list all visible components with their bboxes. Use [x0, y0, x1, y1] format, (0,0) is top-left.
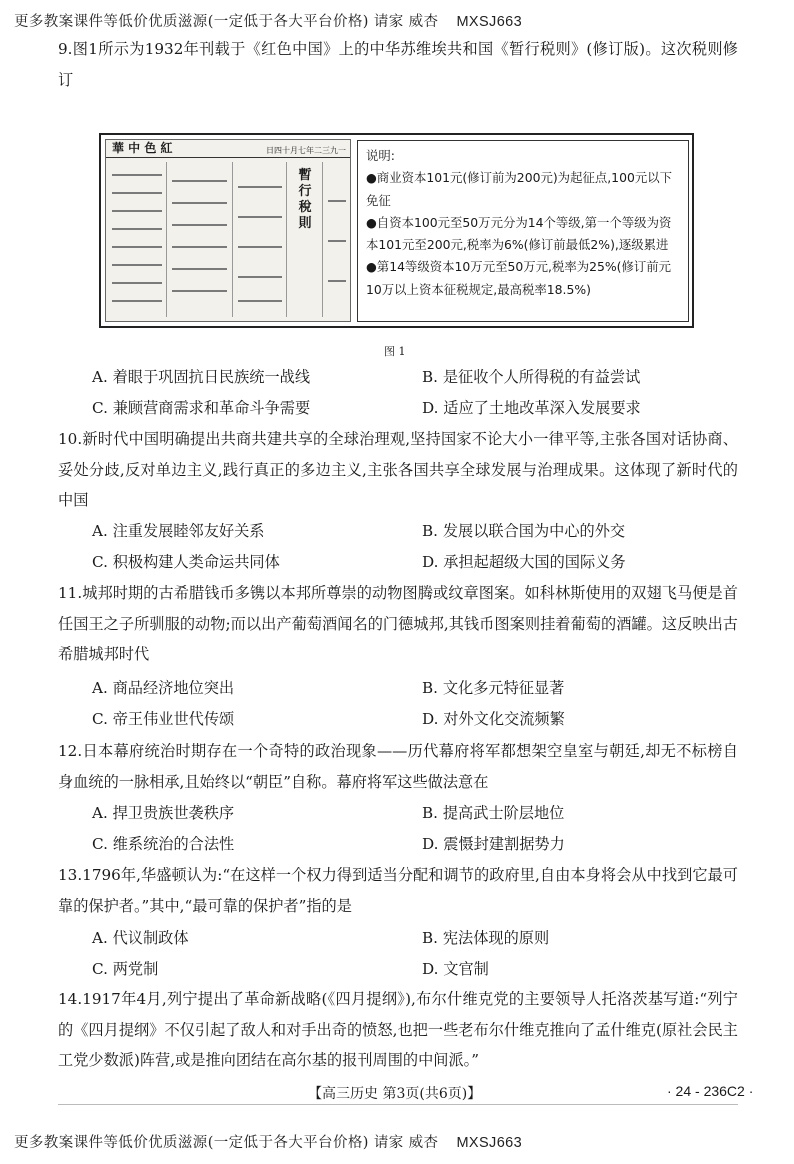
question-11 — [58, 578, 738, 670]
option-a[interactable]: A. 商品经济地位突出 — [92, 679, 235, 697]
newspaper-text-line — [172, 224, 227, 226]
option-a[interactable]: A. 着眼于巩固抗日民族统一战线 — [92, 368, 311, 386]
question-13 — [58, 860, 738, 921]
newspaper-text-line — [328, 280, 346, 282]
banner-code: MXSJ663 — [456, 1135, 523, 1151]
top-banner — [14, 10, 522, 31]
note-item: ●商业资本101元(修订前为200元)为起征点,100元以下免征 — [366, 170, 673, 208]
option-a[interactable]: A. 捍卫贵族世袭秩序 — [92, 804, 235, 822]
newspaper-text-line — [238, 186, 282, 188]
option-c[interactable]: C. 帝王伟业世代传颂 — [92, 710, 235, 728]
newspaper-column-rule — [322, 162, 323, 317]
question-stem: 9.图1所示为1932年刊载于《红色中国》上的中华苏维埃共和国《暂行税则》(修订版)。这次税则修订 — [58, 40, 738, 89]
newspaper-column-rule — [232, 162, 233, 317]
question-14 — [58, 984, 738, 1076]
newspaper-column-rule — [166, 162, 167, 317]
newspaper-text-line — [112, 300, 162, 302]
question-stem: 11.城邦时期的古希腊钱币多镌以本邦所尊崇的动物图腾或纹章图案。如科林斯使用的双翅飞马便是首任国王之子所驯服的动物;而以出产葡萄酒闻名的门德城邦,其钱币图案则挂着葡萄的酒罐。这反映出古希腊城邦时代 — [58, 584, 738, 663]
question-9 — [58, 34, 738, 95]
option-d[interactable]: D. 承担起超级大国的国际义务 — [422, 553, 626, 571]
option-c[interactable]: C. 兼顾营商需求和革命斗争需要 — [92, 399, 311, 417]
option-d[interactable]: D. 对外文化交流频繁 — [422, 710, 565, 728]
newspaper-text-line — [238, 276, 282, 278]
option-d[interactable]: D. 文官制 — [422, 960, 489, 978]
figure-caption: 图 1 — [384, 345, 406, 358]
newspaper-text-line — [172, 202, 227, 204]
page-number: 【高三历史 第3页(共6页)】 — [308, 1086, 482, 1102]
option-c[interactable]: C. 维系统治的合法性 — [92, 835, 235, 853]
newspaper-image — [105, 139, 351, 322]
newspaper-text-line — [112, 192, 162, 194]
newspaper-text-line — [112, 264, 162, 266]
newspaper-date: 日四十月七年二三九一 — [266, 146, 346, 155]
question-12 — [58, 736, 738, 797]
exam-code: · 24 - 236C2 · — [667, 1083, 754, 1099]
newspaper-text-line — [238, 246, 282, 248]
newspaper-text-line — [238, 216, 282, 218]
newspaper-text-line — [172, 180, 227, 182]
footer-divider — [58, 1104, 738, 1105]
option-c[interactable]: C. 积极构建人类命运共同体 — [92, 553, 280, 571]
newspaper-text-line — [172, 268, 227, 270]
option-d[interactable]: D. 震慑封建割据势力 — [422, 835, 565, 853]
question-10 — [58, 424, 738, 516]
option-b[interactable]: B. 发展以联合国为中心的外交 — [422, 522, 626, 540]
question-stem: 10.新时代中国明确提出共商共建共享的全球治理观,坚持国家不论大小一律平等,主张各国对话协商、妥处分歧,反对单边主义,践行真正的多边主义,主张各国共享全球发展与治理成果。这体现了新时代的中国 — [58, 430, 738, 509]
option-b[interactable]: B. 是征收个人所得税的有益尝试 — [422, 368, 641, 386]
option-b[interactable]: B. 宪法体现的原则 — [422, 929, 550, 947]
banner-code: MXSJ663 — [456, 14, 523, 30]
newspaper-column-rule — [286, 162, 287, 317]
option-b[interactable]: B. 文化多元特征显著 — [422, 679, 565, 697]
option-a[interactable]: A. 代议制政体 — [92, 929, 189, 947]
newspaper-text-line — [112, 246, 162, 248]
option-a[interactable]: A. 注重发展睦邻友好关系 — [92, 522, 265, 540]
newspaper-text-line — [238, 300, 282, 302]
newspaper-text-line — [112, 228, 162, 230]
newspaper-text-line — [112, 174, 162, 176]
option-b[interactable]: B. 提高武士阶层地位 — [422, 804, 565, 822]
note-item: ●自资本100元至50万元分为14个等级,第一个等级为资本101元至200元,税率为6%(修订前最低2%),逐级累进 — [366, 214, 672, 253]
option-d[interactable]: D. 适应了土地改革深入发展要求 — [422, 399, 641, 417]
note-item: ●第14等级资本10万元至50万元,税率为25%(修订前元10万以上资本征税规定,最高税率18.5%) — [366, 259, 672, 297]
newspaper-headline: 暫行稅則 — [298, 168, 312, 231]
newspaper-text-line — [112, 282, 162, 284]
question-stem: 14.1917年4月,列宁提出了革命新战略(《四月提纲》),布尔什维克党的主要领导人托洛茨基写道:“列宁的《四月提纲》不仅引起了敌人和对手出奇的愤怒,也把一些老布尔什维克推向了孟什维克(原社会民主工党少数派)阵营,或是推向团结在高尔基的报刊周围的中间派。” — [58, 990, 738, 1069]
question-stem: 13.1796年,华盛顿认为:“在这样一个权力得到适当分配和调节的政府里,自由本身将会从中找到它最可靠的保护者。”其中,“最可靠的保护者”指的是 — [58, 866, 738, 915]
banner-text: 更多教案课件等低价优质滋源(一定低于各大平台价格) 请家 威杏 — [14, 1135, 439, 1151]
figure-1 — [99, 133, 694, 328]
newspaper-text-line — [112, 210, 162, 212]
note-title: 说明: — [366, 148, 395, 163]
newspaper-masthead: 華 中 色 紅 日四十月七年二三九一 — [106, 140, 350, 158]
newspaper-text-line — [328, 200, 346, 202]
question-stem: 12.日本幕府统治时期存在一个奇特的政治现象——历代幕府将军都想架空皇室与朝廷,却无不标榜自身血统的一脉相承,且始终以“朝臣”自称。幕府将军这些做法意在 — [58, 742, 738, 791]
newspaper-text-line — [328, 240, 346, 242]
bottom-banner — [14, 1131, 522, 1152]
newspaper-text-line — [172, 246, 227, 248]
option-c[interactable]: C. 两党制 — [92, 960, 159, 978]
tax-note-box — [357, 140, 689, 322]
newspaper-text-line — [172, 290, 227, 292]
banner-text: 更多教案课件等低价优质滋源(一定低于各大平台价格) 请家 威杏 — [14, 14, 439, 30]
